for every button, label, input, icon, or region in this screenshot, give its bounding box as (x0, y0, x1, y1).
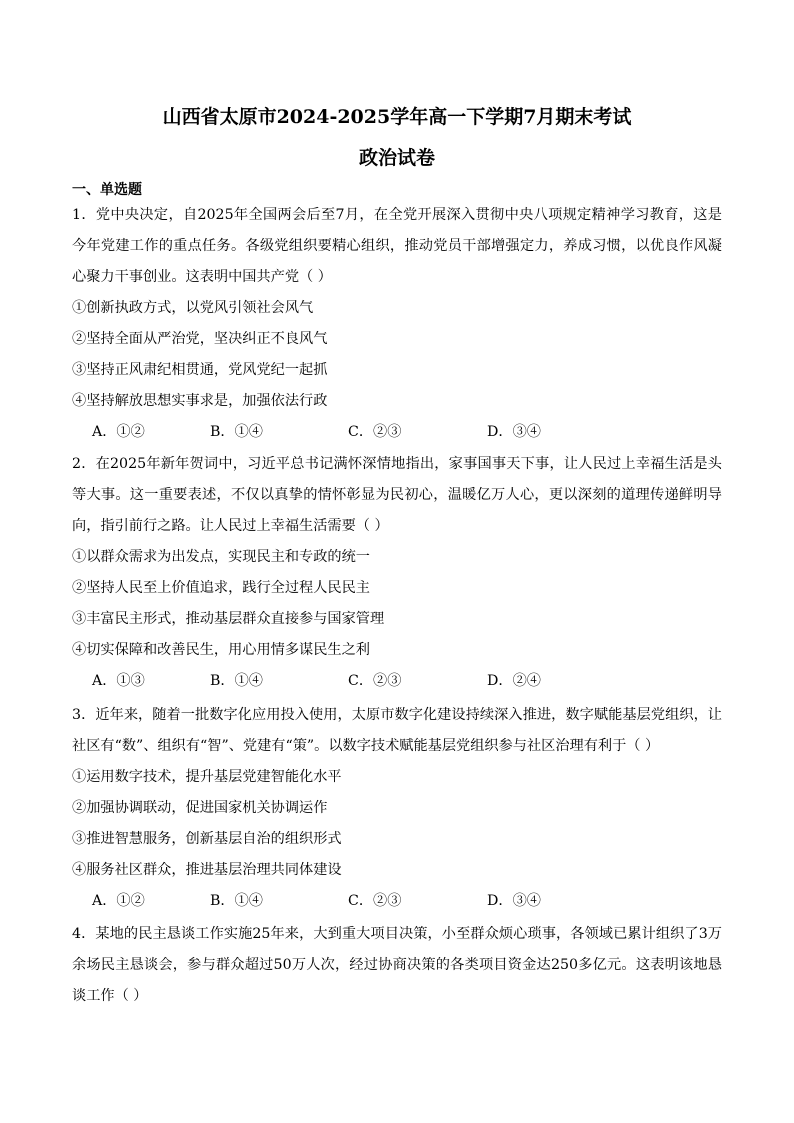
exam-subtitle: 政治试卷 (358, 147, 435, 169)
choice-c: C．②③ (348, 673, 402, 689)
answer-choices (72, 666, 722, 697)
statement-option: ③丰富民主形式，推动基层群众直接参与国家管理 (72, 611, 385, 627)
choice-d: D．③④ (487, 424, 541, 440)
statement-option: ③推进智慧服务，创新基层自治的组织形式 (72, 831, 342, 847)
choice-a: A．①③ (92, 673, 145, 689)
statement-option: ②加强协调联动，促进国家机关协调运作 (72, 800, 328, 816)
choice-b: B．①④ (210, 893, 263, 909)
choice-c: C．②③ (348, 893, 402, 909)
question-3 (72, 700, 722, 917)
statement-option: ②坚持全面从严治党，坚决纠正不良风气 (72, 331, 328, 347)
question-stem: 3．近年来，随着一批数字化应用投入使用，太原市数字化建设持续深入推进，数字赋能基层党组织，让社区有“数”、组织有“智”、党建有“策”。以数字技术赋能基层党组织参与社区治理有利于（ ） (72, 707, 722, 754)
statement-option: ④服务社区群众，推进基层治理共同体建设 (72, 862, 342, 878)
statement-option: ④切实保障和改善民生，用心用情多谋民生之利 (72, 642, 370, 658)
question-stem: 2．在2025年新年贺词中，习近平总书记满怀深情地指出，家事国事天下事，让人民过上幸福生活是头等大事。这一重要表述，不仅以真挚的情怀彰显为民初心，温暖亿万人心，更以深刻的道理传递鲜明导向，指引前行之路。让人民过上幸福生活需要（ ） (72, 456, 722, 534)
question-4 (72, 919, 722, 1012)
answer-choices (72, 417, 722, 448)
section-heading: 一、单选题 (72, 182, 142, 198)
answer-choices (72, 886, 722, 917)
exam-title: 山西省太原市2024-2025学年高一下学期7月期末考试 (162, 106, 632, 128)
question-1 (72, 200, 722, 448)
statement-option: ④坚持解放思想实事求是，加强依法行政 (72, 393, 328, 409)
statement-option: ②坚持人民至上价值追求，践行全过程人民民主 (72, 580, 370, 596)
question-2 (72, 449, 722, 697)
choice-d: D．③④ (487, 893, 541, 909)
choice-d: D．②④ (487, 673, 541, 689)
question-stem: 4．某地的民主恳谈工作实施25年来，大到重大项目决策，小至群众烦心琐事，各领域已累计组织了3万余场民主恳谈会，参与群众超过50万人次，经过协商决策的各类项目资金达250多亿元。这表明该地恳谈工作（ ） (72, 926, 722, 1004)
choice-c: C．②③ (348, 424, 402, 440)
statement-option: ①以群众需求为出发点，实现民主和专政的统一 (72, 549, 370, 565)
choice-a: A．①② (92, 893, 145, 909)
question-stem: 1．党中央决定，自2025年全国两会后至7月，在全党开展深入贯彻中央八项规定精神学习教育，这是今年党建工作的重点任务。各级党组织要精心组织，推动党员干部增强定力，养成习惯，以优良作风凝心聚力干事创业。这表明中国共产党（ ） (72, 207, 722, 285)
statement-option: ①运用数字技术，提升基层党建智能化水平 (72, 769, 342, 785)
choice-b: B．①④ (210, 673, 263, 689)
choice-b: B．①④ (210, 424, 263, 440)
statement-option: ①创新执政方式，以党风引领社会风气 (72, 300, 314, 316)
statement-option: ③坚持正风肃纪相贯通，党风党纪一起抓 (72, 362, 328, 378)
choice-a: A．①② (92, 424, 145, 440)
